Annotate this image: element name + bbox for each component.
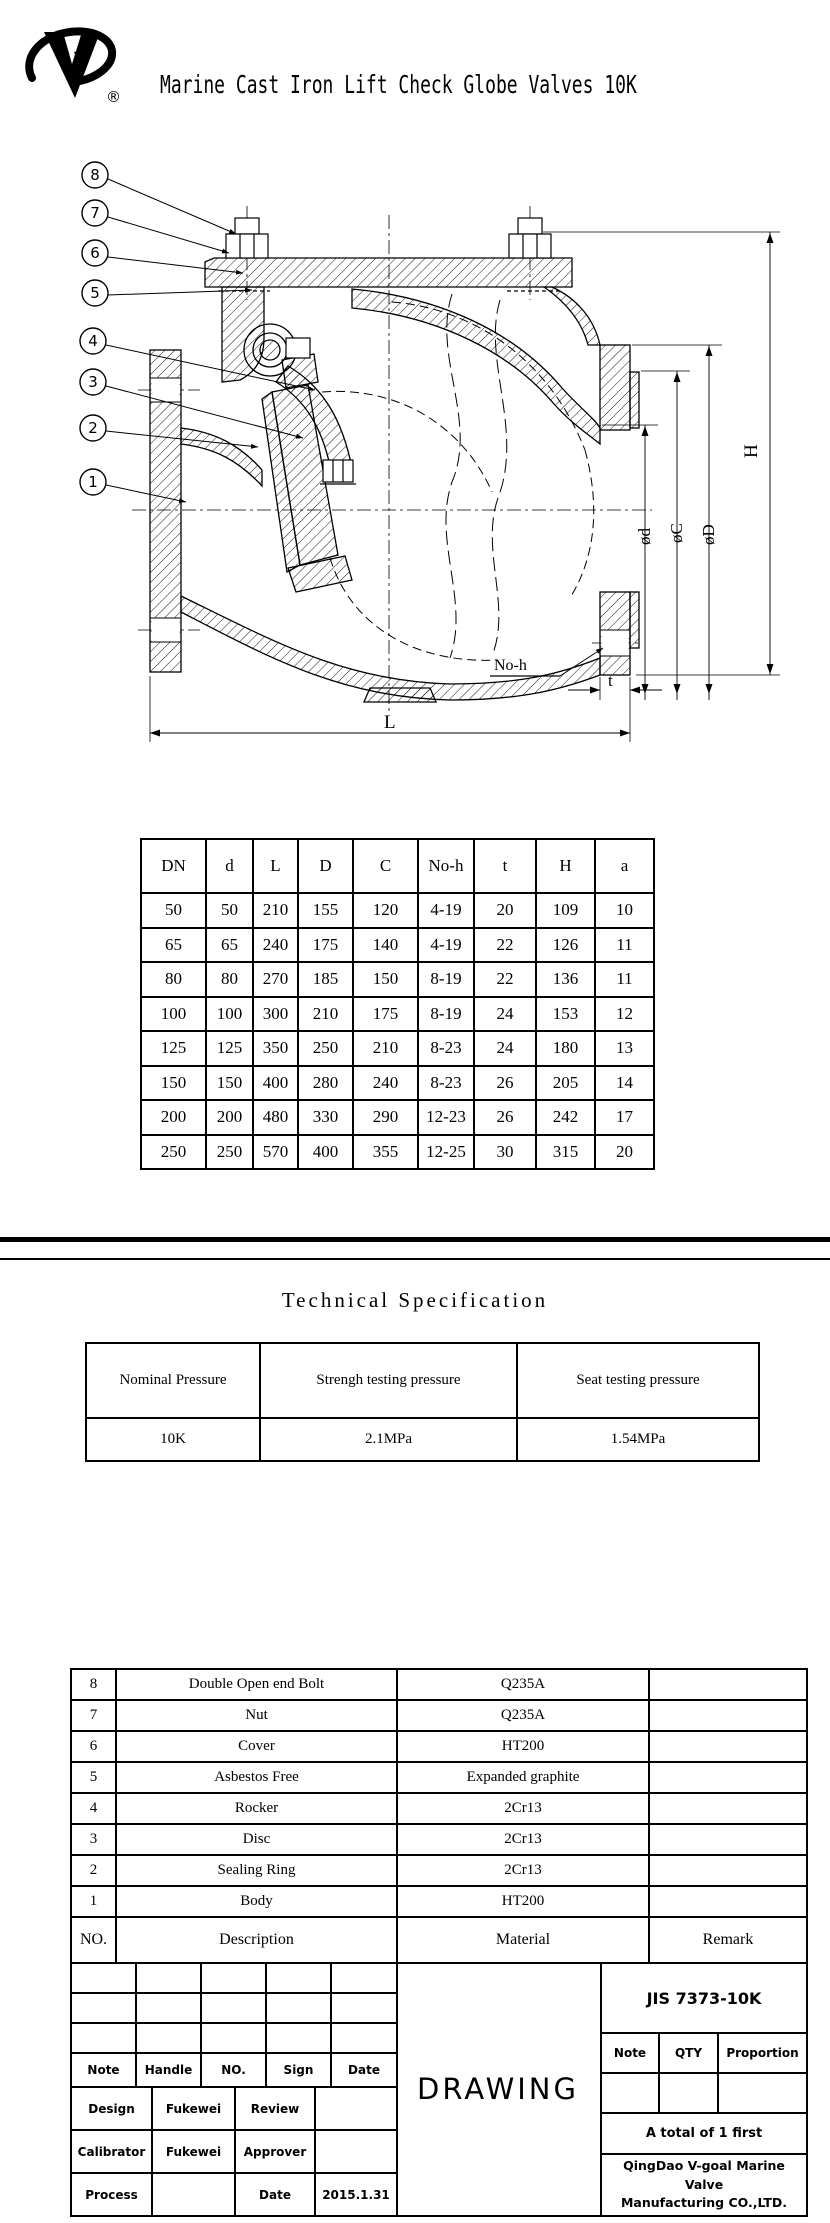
empty-cell xyxy=(266,1993,331,2023)
dimension-table-header-row xyxy=(141,839,654,893)
empty-cell xyxy=(136,1993,201,2023)
cover-bolt-right xyxy=(509,218,551,258)
table-row xyxy=(71,2173,397,2216)
col-header: d xyxy=(206,839,253,893)
cell: 100 xyxy=(206,997,253,1032)
total-row xyxy=(601,2113,807,2154)
callout-3: 3 xyxy=(88,373,98,391)
dim-label-oD: øD xyxy=(699,524,718,545)
table-row xyxy=(71,1993,397,2023)
empty-cell xyxy=(71,1963,136,1993)
cover-bolt-left xyxy=(226,218,268,258)
spec-header: Strengh testing pressure xyxy=(260,1343,517,1418)
table-row xyxy=(71,1824,807,1855)
cell: 250 xyxy=(206,1135,253,1170)
dim-label-od: ød xyxy=(635,528,654,545)
cell: 140 xyxy=(353,928,418,963)
part-material: HT200 xyxy=(397,1886,649,1917)
cell: 210 xyxy=(253,893,298,928)
empty-cell xyxy=(601,2073,659,2113)
cell: 10 xyxy=(595,893,654,928)
empty-cell xyxy=(659,2073,718,2113)
cell: 270 xyxy=(253,962,298,997)
cell: 175 xyxy=(298,928,353,963)
cell: 155 xyxy=(298,893,353,928)
cell: 8-19 xyxy=(418,962,474,997)
valve-body-parts xyxy=(150,258,639,702)
sig-label: Process xyxy=(71,2173,152,2216)
col-header: C xyxy=(353,839,418,893)
part-remark xyxy=(649,1762,807,1793)
spec-header-row xyxy=(86,1343,759,1418)
col-header: t xyxy=(474,839,536,893)
callout-7: 7 xyxy=(90,204,100,222)
cell: 109 xyxy=(536,893,595,928)
spec-value-row xyxy=(86,1418,759,1461)
sig-label: Date xyxy=(235,2173,315,2216)
cell: 200 xyxy=(206,1100,253,1135)
part-no: 7 xyxy=(71,1700,116,1731)
sig-label: Review xyxy=(235,2087,315,2130)
part-remark xyxy=(649,1669,807,1700)
cell: 20 xyxy=(474,893,536,928)
cell: 8-23 xyxy=(418,1031,474,1066)
revision-header: Date xyxy=(331,2053,397,2087)
parts-header-row xyxy=(71,1917,807,1963)
cell: 30 xyxy=(474,1135,536,1170)
part-no: 6 xyxy=(71,1731,116,1762)
revision-header: Sign xyxy=(266,2053,331,2087)
empty-cell xyxy=(201,1993,266,2023)
callout-5: 5 xyxy=(90,284,100,302)
empty-cell xyxy=(718,2073,807,2113)
col-header: DN xyxy=(141,839,206,893)
phantom-lines xyxy=(322,294,594,660)
cell: 150 xyxy=(206,1066,253,1101)
cell: 153 xyxy=(536,997,595,1032)
empty-cell xyxy=(71,1993,136,2023)
part-no: 1 xyxy=(71,1886,116,1917)
sig-value xyxy=(315,2087,397,2130)
table-row xyxy=(71,1700,807,1731)
table-row xyxy=(71,1886,807,1917)
cell: 175 xyxy=(353,997,418,1032)
table-row xyxy=(71,1731,807,1762)
table-row xyxy=(71,1793,807,1824)
part-description: Double Open end Bolt xyxy=(116,1669,397,1700)
cell: 185 xyxy=(298,962,353,997)
empty-cell xyxy=(266,1963,331,1993)
part-remark xyxy=(649,1700,807,1731)
dim-label-t: t xyxy=(608,671,613,690)
cell: 180 xyxy=(536,1031,595,1066)
cell: 22 xyxy=(474,928,536,963)
cell: 150 xyxy=(353,962,418,997)
table-row xyxy=(141,1100,654,1135)
sig-label: Design xyxy=(71,2087,152,2130)
empty-cell xyxy=(331,1993,397,2023)
part-description: Nut xyxy=(116,1700,397,1731)
empty-cell xyxy=(201,2023,266,2053)
cell: 400 xyxy=(253,1066,298,1101)
cell: 11 xyxy=(595,928,654,963)
spec-value: 1.54MPa xyxy=(517,1418,759,1461)
sig-value: Fukewei xyxy=(152,2130,235,2173)
table-row xyxy=(141,962,654,997)
standard-number: JIS 7373-10K xyxy=(601,1963,807,2033)
cell: 355 xyxy=(353,1135,418,1170)
divider-thin xyxy=(0,1258,830,1260)
cell: 65 xyxy=(141,928,206,963)
part-no: 3 xyxy=(71,1824,116,1855)
cell: 400 xyxy=(298,1135,353,1170)
part-description: Disc xyxy=(116,1824,397,1855)
spec-value: 2.1MPa xyxy=(260,1418,517,1461)
empty-cell xyxy=(201,1963,266,1993)
empty-cell xyxy=(266,2023,331,2053)
standard-row xyxy=(601,1963,807,2033)
cell: 20 xyxy=(595,1135,654,1170)
valve-section-drawing xyxy=(0,100,830,760)
part-description: Cover xyxy=(116,1731,397,1762)
col-header: No-h xyxy=(418,839,474,893)
company-line1: QingDao V-goal Marine Valve xyxy=(623,2157,785,2192)
cell: 26 xyxy=(474,1066,536,1101)
cell: 240 xyxy=(253,928,298,963)
cell: 8-19 xyxy=(418,997,474,1032)
part-material: Expanded graphite xyxy=(397,1762,649,1793)
table-row xyxy=(141,1031,654,1066)
sig-label: Calibrator xyxy=(71,2130,152,2173)
drawing-label: DRAWING xyxy=(417,2071,579,2106)
col-header: H xyxy=(536,839,595,893)
cell: 240 xyxy=(353,1066,418,1101)
empty-cell xyxy=(71,2023,136,2053)
cell: 136 xyxy=(536,962,595,997)
cell: 242 xyxy=(536,1100,595,1135)
cell: 8-23 xyxy=(418,1066,474,1101)
cell: 24 xyxy=(474,1031,536,1066)
part-remark xyxy=(649,1824,807,1855)
part-material: 2Cr13 xyxy=(397,1824,649,1855)
table-row xyxy=(71,1963,397,1993)
cell: 210 xyxy=(353,1031,418,1066)
part-remark xyxy=(649,1731,807,1762)
empty-cell xyxy=(331,1963,397,1993)
table-row xyxy=(601,2073,807,2113)
part-material: HT200 xyxy=(397,1731,649,1762)
parts-header-material: Material xyxy=(397,1917,649,1963)
qty-header: Note xyxy=(601,2033,659,2073)
cell: 12 xyxy=(595,997,654,1032)
cell: 125 xyxy=(206,1031,253,1066)
table-row xyxy=(71,2130,397,2173)
cell: 120 xyxy=(353,893,418,928)
empty-cell xyxy=(136,2023,201,2053)
registered-mark: ® xyxy=(106,88,121,106)
sig-label: Approver xyxy=(235,2130,315,2173)
qty-header: QTY xyxy=(659,2033,718,2073)
cell: 50 xyxy=(141,893,206,928)
cell: 17 xyxy=(595,1100,654,1135)
spec-section-title: Technical Specification xyxy=(281,1288,549,1312)
flange-bolt-holes xyxy=(150,378,630,656)
empty-cell xyxy=(331,2023,397,2053)
part-description: Rocker xyxy=(116,1793,397,1824)
part-material: 2Cr13 xyxy=(397,1793,649,1824)
total-note: A total of 1 first xyxy=(601,2113,807,2154)
cell: 13 xyxy=(595,1031,654,1066)
page-title: Marine Cast Iron Lift Check Globe Valves 10K xyxy=(160,70,637,99)
table-row xyxy=(71,1855,807,1886)
cell: 126 xyxy=(536,928,595,963)
sig-value: 2015.1.31 xyxy=(315,2173,397,2216)
company-row xyxy=(601,2154,807,2216)
spec-value: 10K xyxy=(86,1418,260,1461)
part-no: 2 xyxy=(71,1855,116,1886)
part-no: 8 xyxy=(71,1669,116,1700)
cell: 80 xyxy=(206,962,253,997)
part-material: Q235A xyxy=(397,1700,649,1731)
callout-8: 8 xyxy=(90,166,100,184)
cell: 50 xyxy=(206,893,253,928)
part-no: 4 xyxy=(71,1793,116,1824)
sig-value xyxy=(315,2130,397,2173)
qty-header: Proportion xyxy=(718,2033,807,2073)
table-row xyxy=(71,2023,397,2053)
cell: 315 xyxy=(536,1135,595,1170)
divider-thick xyxy=(0,1237,830,1242)
callout-2: 2 xyxy=(88,419,98,437)
revision-header-row xyxy=(71,2053,397,2087)
revision-header: Note xyxy=(71,2053,136,2087)
cell: 200 xyxy=(141,1100,206,1135)
revision-grid xyxy=(70,1962,398,2088)
company-name xyxy=(601,2154,807,2216)
cell: 24 xyxy=(474,997,536,1032)
disc-and-trim xyxy=(244,324,352,572)
table-row xyxy=(141,1066,654,1101)
dimension-table xyxy=(140,838,655,1170)
col-header: D xyxy=(298,839,353,893)
col-header: L xyxy=(253,839,298,893)
dim-label-L: L xyxy=(384,712,396,733)
callout-6: 6 xyxy=(90,244,100,262)
spec-header: Seat testing pressure xyxy=(517,1343,759,1418)
cell: 12-23 xyxy=(418,1100,474,1135)
table-row xyxy=(141,928,654,963)
cell: 22 xyxy=(474,962,536,997)
dim-label-H: H xyxy=(741,444,762,458)
sig-value xyxy=(152,2173,235,2216)
empty-cell xyxy=(136,1963,201,1993)
cell: 205 xyxy=(536,1066,595,1101)
cell: 280 xyxy=(298,1066,353,1101)
cell: 330 xyxy=(298,1100,353,1135)
spec-header: Nominal Pressure xyxy=(86,1343,260,1418)
cell: 4-19 xyxy=(418,928,474,963)
cell: 300 xyxy=(253,997,298,1032)
cell: 250 xyxy=(141,1135,206,1170)
callout-1: 1 xyxy=(88,473,98,491)
table-row xyxy=(71,1669,807,1700)
cell: 290 xyxy=(353,1100,418,1135)
svg-text:No-h: No-h xyxy=(494,657,527,674)
cell: 250 xyxy=(298,1031,353,1066)
cell: 350 xyxy=(253,1031,298,1066)
part-no: 5 xyxy=(71,1762,116,1793)
cell: 480 xyxy=(253,1100,298,1135)
sig-value: Fukewei xyxy=(152,2087,235,2130)
cell: 14 xyxy=(595,1066,654,1101)
cell: 150 xyxy=(141,1066,206,1101)
parts-header-no: NO. xyxy=(71,1917,116,1963)
cell: 26 xyxy=(474,1100,536,1135)
drawing-title-cell xyxy=(396,1962,600,2217)
table-row xyxy=(141,1135,654,1170)
part-material: Q235A xyxy=(397,1669,649,1700)
cell: 12-25 xyxy=(418,1135,474,1170)
table-row xyxy=(71,1762,807,1793)
table-row xyxy=(71,2087,397,2130)
parts-header-description: Description xyxy=(116,1917,397,1963)
signature-grid xyxy=(70,2086,398,2217)
cell: 65 xyxy=(206,928,253,963)
cell: 100 xyxy=(141,997,206,1032)
cell: 210 xyxy=(298,997,353,1032)
part-description: Sealing Ring xyxy=(116,1855,397,1886)
part-description: Asbestos Free xyxy=(116,1762,397,1793)
table-row xyxy=(141,997,654,1032)
company-line2: Manufacturing CO.,LTD. xyxy=(620,2195,788,2211)
revision-header: Handle xyxy=(136,2053,201,2087)
cell: 11 xyxy=(595,962,654,997)
table-row xyxy=(141,893,654,928)
col-header: a xyxy=(595,839,654,893)
cell: 80 xyxy=(141,962,206,997)
qty-header-row xyxy=(601,2033,807,2073)
cell: 4-19 xyxy=(418,893,474,928)
part-remark xyxy=(649,1855,807,1886)
cell: 570 xyxy=(253,1135,298,1170)
part-remark xyxy=(649,1793,807,1824)
callout-4: 4 xyxy=(88,332,98,350)
part-material: 2Cr13 xyxy=(397,1855,649,1886)
part-remark xyxy=(649,1886,807,1917)
info-grid xyxy=(600,1962,808,2217)
spec-table xyxy=(85,1342,760,1462)
part-description: Body xyxy=(116,1886,397,1917)
dim-label-oC: øC xyxy=(667,523,686,543)
vgoal-logo-icon xyxy=(18,14,118,114)
revision-header: NO. xyxy=(201,2053,266,2087)
parts-header-remark: Remark xyxy=(649,1917,807,1963)
cell: 125 xyxy=(141,1031,206,1066)
parts-table xyxy=(70,1668,808,1964)
